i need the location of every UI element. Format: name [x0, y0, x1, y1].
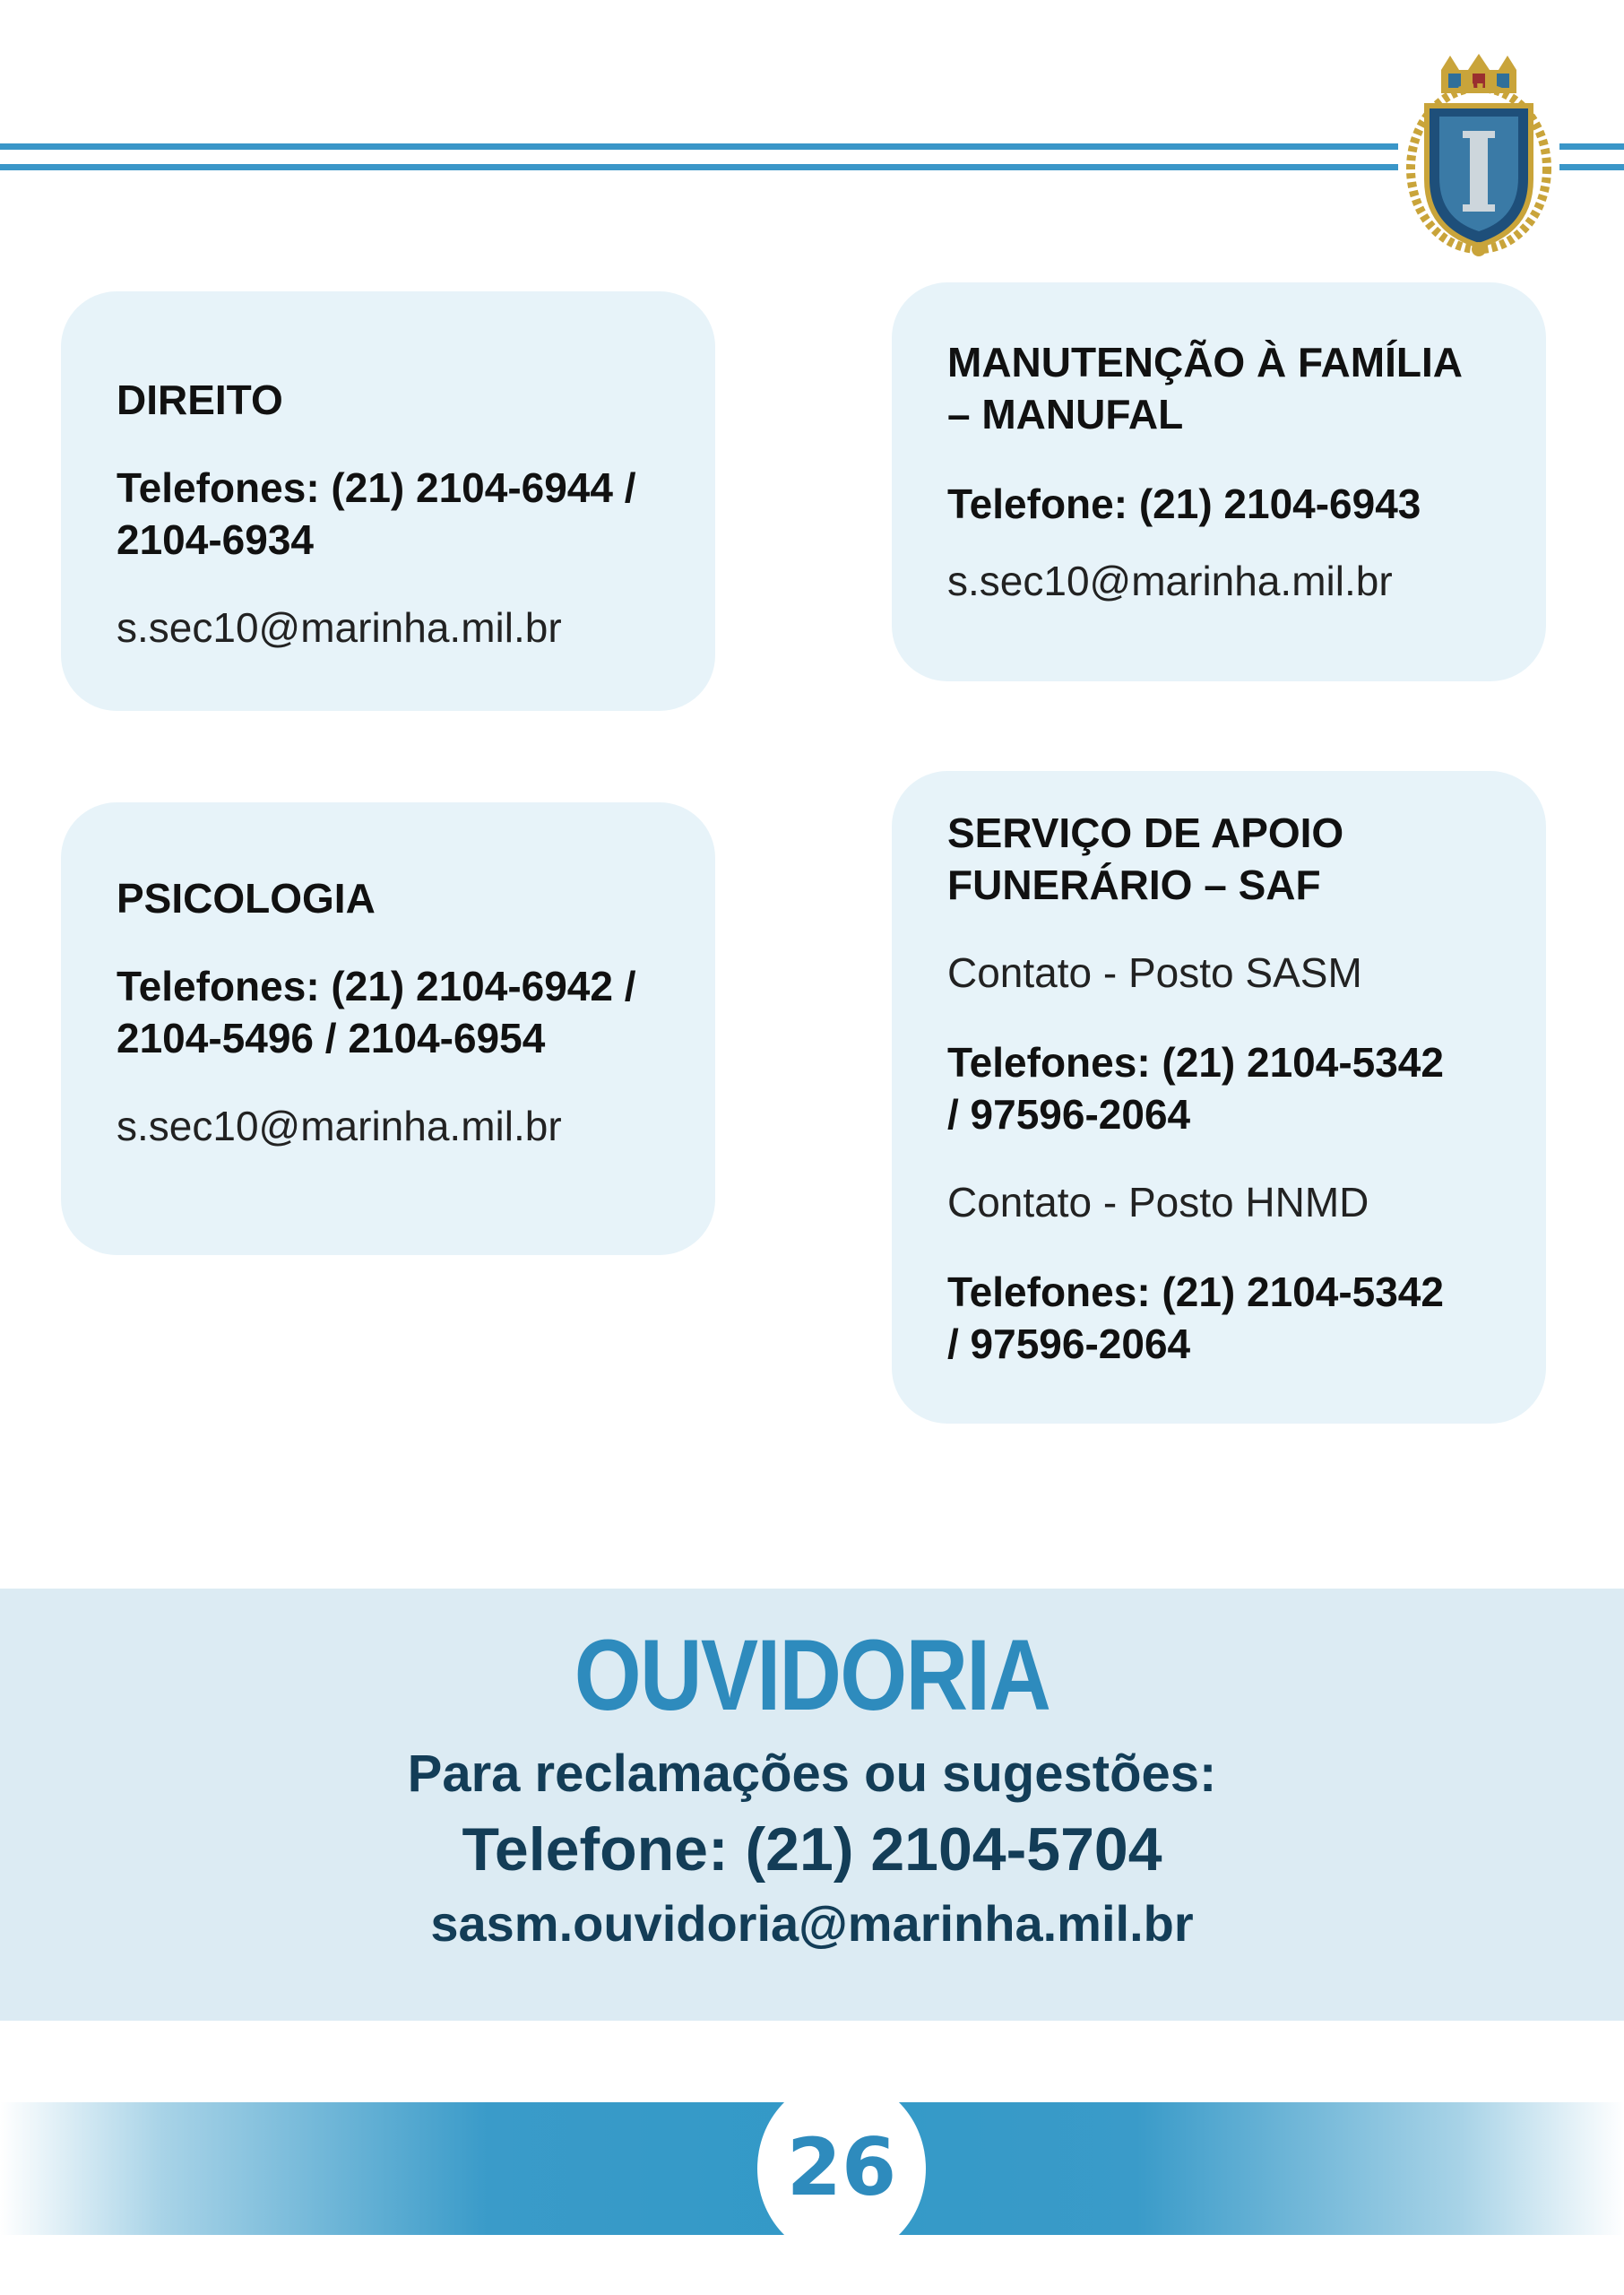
card-title-line1: MANUTENÇÃO À FAMÍLIA	[947, 339, 1463, 385]
ouvidoria-phone: Telefone: (21) 2104-5704	[462, 1815, 1162, 1884]
card-email[interactable]: s.sec10@marinha.mil.br	[947, 558, 1393, 604]
page-number: 26	[786, 2121, 897, 2213]
card-phone-line1: Telefones: (21) 2104-6944 /	[117, 464, 636, 511]
card-contact-sasm: Contato - Posto SASM	[947, 949, 1362, 996]
naval-coat-of-arms-icon	[1398, 54, 1559, 260]
ouvidoria-title: OUVIDORIA	[574, 1619, 1050, 1731]
card-phone-line1: Telefones: (21) 2104-6942 /	[117, 963, 636, 1009]
page-number-badge	[757, 2078, 926, 2259]
card-title: DIREITO	[117, 377, 283, 423]
ouvidoria-subtitle: Para reclamações ou sugestões:	[407, 1745, 1217, 1803]
card-phone2-line2: / 97596-2064	[947, 1321, 1191, 1367]
header-stripe-bottom	[0, 164, 1398, 170]
card-phone-line2: 2104-6934	[117, 516, 314, 563]
card-title-line1: SERVIÇO DE APOIO	[947, 810, 1344, 856]
card-phone2-line1: Telefones: (21) 2104-5342	[947, 1269, 1444, 1315]
ouvidoria-section	[0, 1589, 1624, 2021]
header-stripe-top-right	[1559, 143, 1624, 150]
card-direito	[61, 291, 715, 711]
card-email[interactable]: s.sec10@marinha.mil.br	[117, 604, 562, 651]
header-stripe-top	[0, 143, 1398, 150]
card-contact-hnmd: Contato - Posto HNMD	[947, 1179, 1369, 1225]
card-phone1-line2: / 97596-2064	[947, 1091, 1191, 1138]
card-psicologia	[61, 802, 715, 1255]
card-title-line2: – MANUFAL	[947, 391, 1184, 437]
card-phone-line2: 2104-5496 / 2104-6954	[117, 1015, 546, 1061]
card-phone1-line1: Telefones: (21) 2104-5342	[947, 1039, 1444, 1086]
card-email[interactable]: s.sec10@marinha.mil.br	[117, 1103, 562, 1149]
card-manufal	[892, 282, 1546, 681]
card-title-line2: FUNERÁRIO – SAF	[947, 862, 1321, 908]
card-phone: Telefone: (21) 2104-6943	[947, 481, 1421, 527]
ouvidoria-email[interactable]: sasm.ouvidoria@marinha.mil.br	[430, 1895, 1194, 1952]
card-title: PSICOLOGIA	[117, 875, 376, 922]
header-stripe-bottom-right	[1559, 164, 1624, 170]
card-saf	[892, 771, 1546, 1424]
